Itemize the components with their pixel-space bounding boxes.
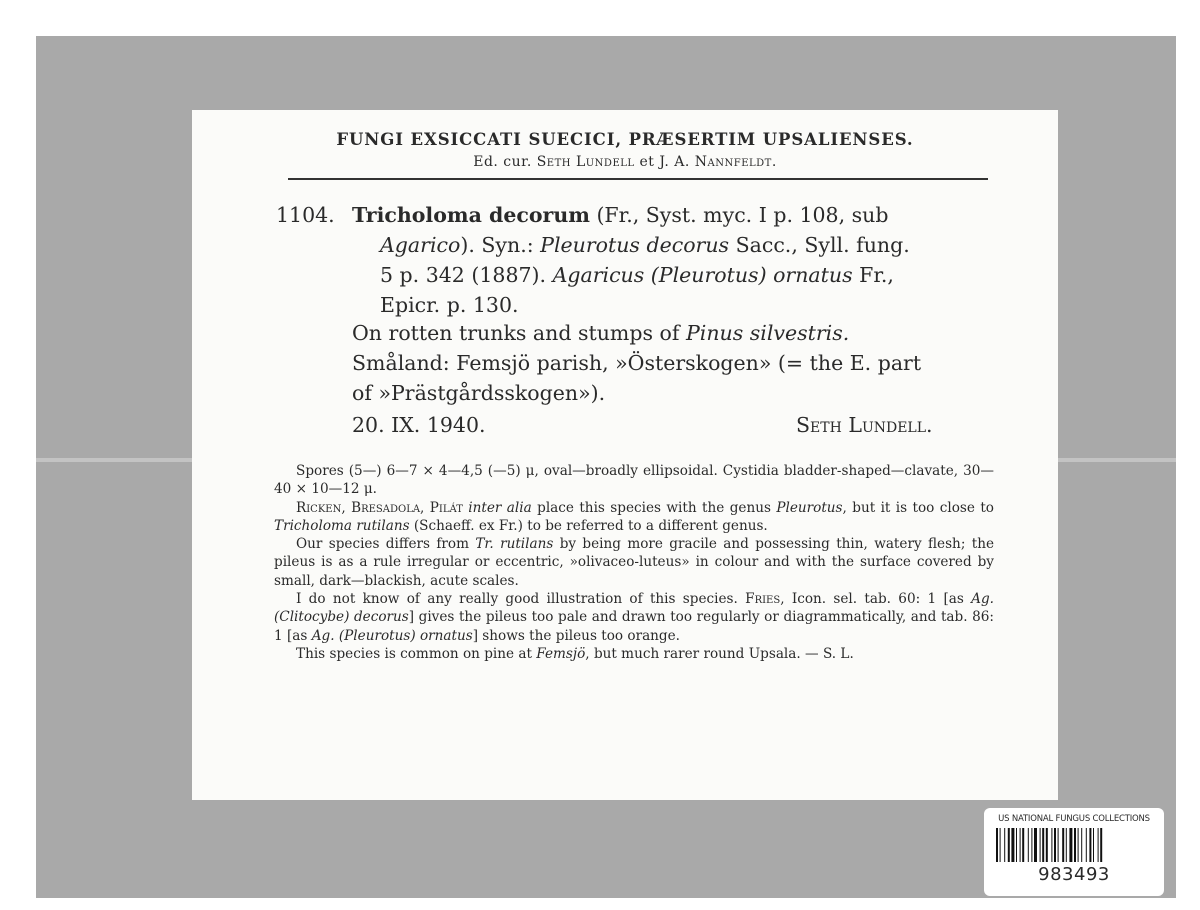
entry-line xyxy=(352,230,992,260)
note-text: , but much rarer round Upsala. — S. L. xyxy=(585,645,854,662)
note-italic: Tr. rutilans xyxy=(475,536,554,553)
note-italic: inter alia xyxy=(462,499,532,516)
note-paragraph xyxy=(274,645,994,663)
note-text: ] shows the pileus too orange. xyxy=(472,627,680,644)
header-rule xyxy=(288,178,988,180)
citation-text: (Fr., Syst. myc. I p. 108, sub xyxy=(589,203,889,227)
note-italic: Tricholoma rutilans xyxy=(274,517,410,534)
synonym-name: Agaricus (Pleurotus) ornatus xyxy=(552,263,853,287)
note-paragraph xyxy=(274,535,994,590)
citation-text: Fr., xyxy=(852,263,894,287)
series-title: FUNGI EXSICCATI SUECICI, PRÆSERTIM UPSALIENSES. xyxy=(336,130,914,149)
author-names: Ricken, Bresadola, Pilát xyxy=(296,499,463,516)
entry-line xyxy=(352,260,992,290)
note-paragraph: Spores (5—) 6—7 × 4—4,5 (—5) μ, oval—broadly ellipsoidal. Cystidia bladder-shaped—clavate, 30—40 × 10—12 μ. xyxy=(274,463,994,498)
locality-line: Småland: Femsjö parish, »Österskogen» (= the E. part xyxy=(352,351,922,375)
note-italic: Pleurotus xyxy=(776,499,843,516)
note-text: (Schaeff. ex Fr.) to be referred to a different genus. xyxy=(409,517,768,534)
collection-name: US NATIONAL FUNGUS COLLECTIONS xyxy=(998,814,1150,824)
citation-text: ). Syn.: xyxy=(460,233,541,257)
synonym-name: Pleurotus decorus xyxy=(540,233,730,257)
editors-join: et xyxy=(634,154,660,170)
note-text: by being more gracile and possessing thin, watery flesh; the pileus is as a rule irregular or eccentric, »olivaceo-luteus» in colour and with the surface covered by small, dark—blackish, acute scales. xyxy=(274,536,995,589)
author-names: Fries xyxy=(745,591,781,608)
note-text: ] gives the pileus too pale and drawn too regularly or diagrammatically, and tab. 86: 1 [as xyxy=(274,609,994,644)
note-paragraph xyxy=(274,590,994,645)
note-italic: Ag. (Pleurotus) ornatus xyxy=(311,627,473,644)
editor-name: Seth Lundell xyxy=(536,154,635,170)
exsiccata-number: 1104. xyxy=(276,203,335,227)
entry-line xyxy=(352,200,992,230)
barcode-icon xyxy=(996,828,1152,862)
editors-prefix: Ed. cur. xyxy=(473,154,537,170)
citation-text: 5 p. 342 (1887). xyxy=(380,263,553,287)
taxon-italic: Agarico xyxy=(380,233,461,257)
collector-name: Seth Lundell. xyxy=(796,413,933,437)
note-italic: Ag. (Clitocybe) decorus xyxy=(274,591,994,626)
note-text: I do not know of any really good illustration of this species. xyxy=(296,591,746,608)
barcode-label xyxy=(984,808,1164,896)
collection-date: 20. IX. 1940. xyxy=(352,413,486,437)
editors-line xyxy=(192,154,1058,170)
note-text: , but it is too close to xyxy=(842,499,994,516)
notes xyxy=(274,462,994,663)
editor-name: J. A. Nannfeldt. xyxy=(659,154,777,170)
host-name: Pinus silvestris. xyxy=(685,321,850,345)
catalog-number: 983493 xyxy=(1038,864,1110,885)
note-paragraph xyxy=(274,499,994,536)
entry-line: Epicr. p. 130. xyxy=(380,293,519,317)
habitat xyxy=(352,318,849,348)
note-text: place this species with the genus xyxy=(531,499,777,516)
note-text: This species is common on pine at xyxy=(296,645,537,662)
note-text: Our species differs from xyxy=(296,536,476,553)
citation-text: Sacc., Syll. fung. xyxy=(729,233,910,257)
specimen-label xyxy=(192,110,1058,800)
locality-line: of »Prästgårdsskogen»). xyxy=(352,381,606,405)
note-text: , Icon. sel. tab. 60: 1 [as xyxy=(780,591,972,608)
species-name: Tricholoma decorum xyxy=(352,203,590,227)
species-entry xyxy=(352,200,992,320)
habitat-text: On rotten trunks and stumps of xyxy=(352,321,686,345)
note-italic: Femsjö xyxy=(536,645,586,662)
